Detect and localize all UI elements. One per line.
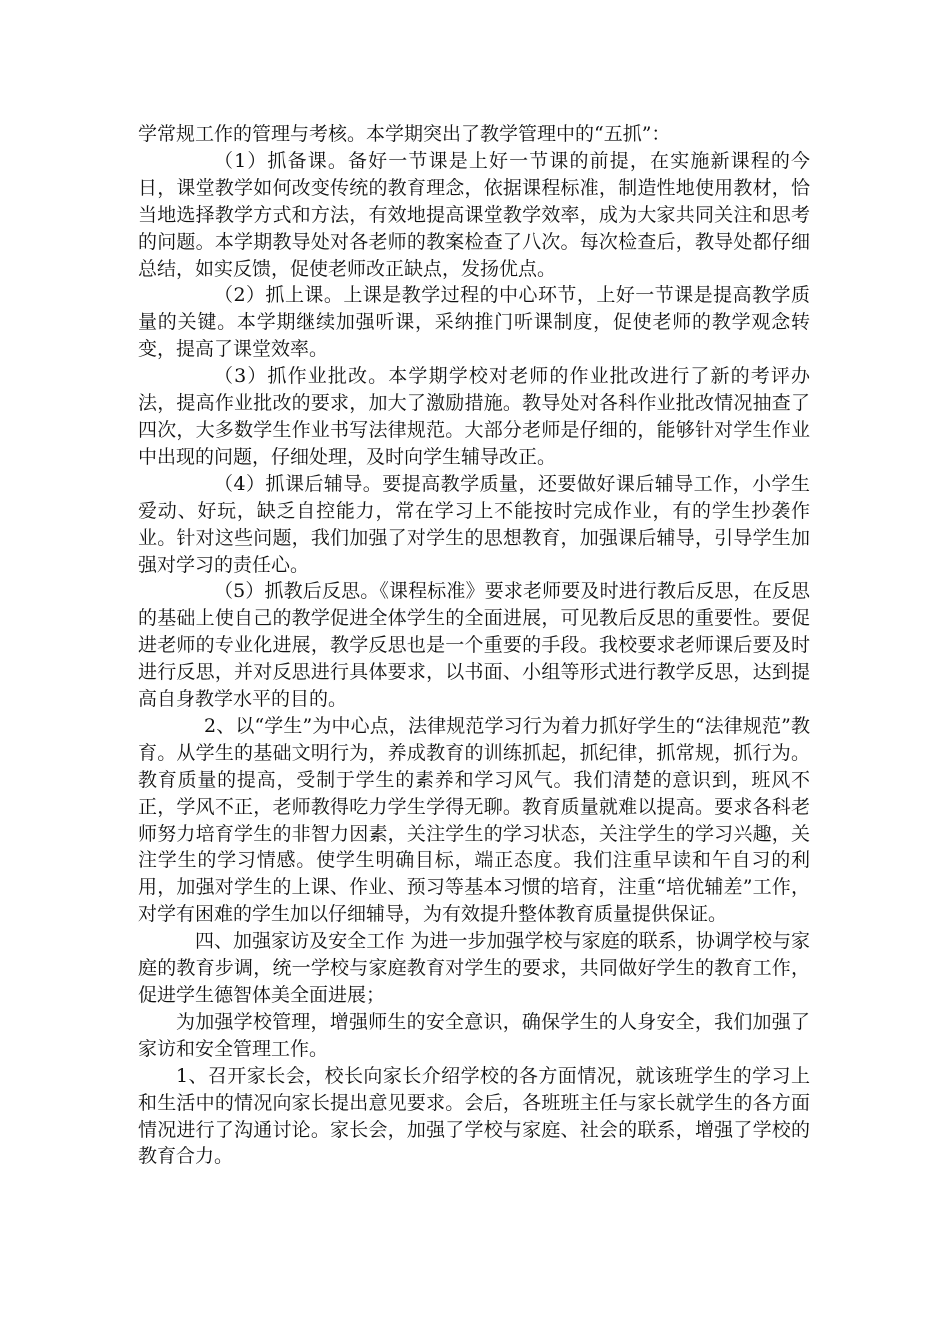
paragraph-tutoring: （4）抓课后辅导。要提高教学质量，还要做好课后辅导工作，小学生爱动、好玩，缺乏自控能力，常在学习上不能按时完成作业，有的学生抄袭作业。针对这些问题，我们加强了对学生的思想教育，加强课后辅导，引导学生加强对学习的责任心。 [138,472,810,576]
paragraph-lesson-prep: （1）抓备课。备好一节课是上好一节课的前提，在实施新课程的今日，课堂教学如何改变传统的教育理念，依据课程标准，制造性地使用教材，恰当地选择教学方式和方法，有效地提高课堂教学效率，成为大家共同关注和思考的问题。本学期教导处对各老师的教案检查了八次。每次检查后，教导处都仔细总结，如实反馈，促使老师改正缺点，发扬优点。 [138,149,810,280]
paragraph-classes: （2）抓上课。上课是教学过程的中心环节，上好一节课是提高教学质量的关键。本学期继续加强听课，采纳推门听课制度，促使老师的教学观念转变，提高了课堂效率。 [138,284,810,361]
paragraph-parent-meeting: 1、召开家长会，校长向家长介绍学校的各方面情况，就该班学生的学习上和生活中的情况向家长提出意见要求。会后，各班班主任与家长就学生的各方面情况进行了沟通讨论。家长会，加强了学校与家庭、社会的联系，增强了学校的教育合力。 [138,1064,810,1168]
paragraph-safety: 为加强学校管理，增强师生的安全意识，确保学生的人身安全，我们加强了家访和安全管理工作。 [138,1010,810,1060]
document-body [138,121,810,1170]
paragraph-reflection: （5）抓教后反思。《课程标准》要求老师要及时进行教后反思，在反思的基础上使自己的教学促进全体学生的全面进展，可见教后反思的重要性。要促进老师的专业化进展，教学反思也是一个重要的手段。我校要求老师课后要及时进行反思，并对反思进行具体要求，以书面、小组等形式进行教学反思，达到提高自身教学水平的目的。 [138,580,810,711]
paragraph-homework: （3）抓作业批改。本学期学校对老师的作业批改进行了新的考评办法，提高作业批改的要求，加大了激励措施。教导处对各科作业批改情况抽查了四次，大多数学生作业书写法律规范。大部分老师是仔细的，能够针对学生作业中出现的问题，仔细处理，及时向学生辅导改正。 [138,365,810,468]
paragraph-student-centered: 2、以“学生”为中心点，法律规范学习行为着力抓好学生的“法律规范”教育。从学生的基础文明行为，养成教育的训练抓起，抓纪律，抓常规，抓行为。教育质量的提高，受制于学生的素养和学习风气。我们清楚的意识到，班风不正，学风不正，老师教得吃力学生学得无聊。教育质量就难以提高。要求各科老师努力培育学生的非智力因素，关注学生的学习状态，关注学生的学习兴趣，关注学生的学习情感。使学生明确目标，端正态度。我们注重早读和午自习的利用，加强对学生的上课、作业、预习等基本习惯的培育，注重“培优辅差”工作，对学有困难的学生加以仔细辅导，为有效提升整体教育质量提供保证。 [138,714,810,926]
paragraph-intro: 学常规工作的管理与考核。本学期突出了教学管理中的“五抓”： [138,123,671,145]
paragraph-home-visits: 四、加强家访及安全工作 为进一步加强学校与家庭的联系，协调学校与家庭的教育步调，统一学校与家庭教育对学生的要求，共同做好学生的教育工作，促进学生德智体美全面进展； [138,930,810,1006]
